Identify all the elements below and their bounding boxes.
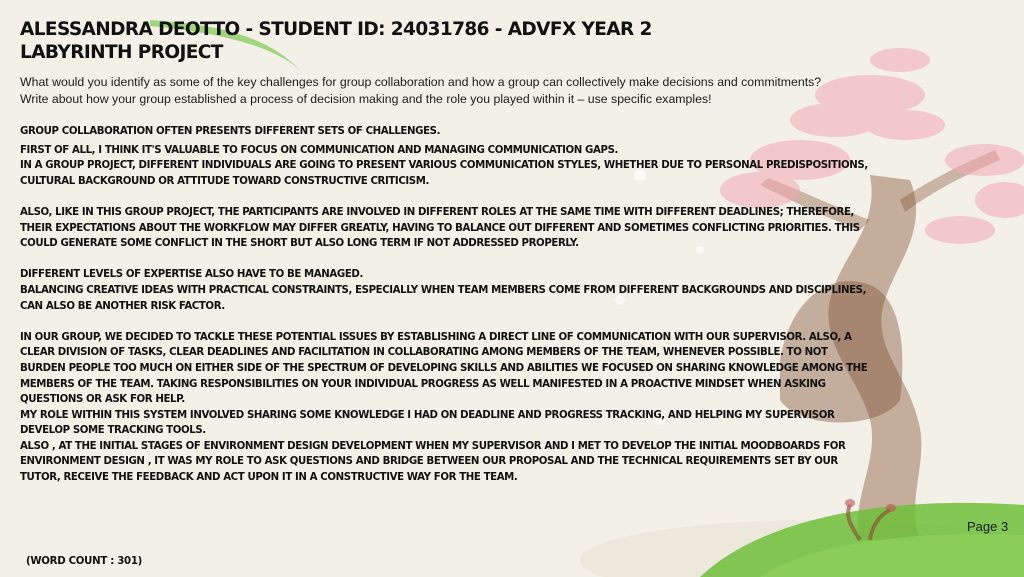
essay-line: MY ROLE WITHIN THIS SYSTEM INVOLVED SHARING SOME KNOWLEDGE I HAD ON DEADLINE AND PROGRESS TRACKING, AND HELPING MY SUPERVISOR: [20, 409, 835, 421]
page-title: [20, 18, 652, 64]
essay-line: [20, 314, 1024, 330]
question-line: Write about how your group established a process of decision making and the role you played within it – use specific examples!: [20, 92, 712, 106]
page-number: Page 3: [967, 519, 1009, 534]
title-line: ALESSANDRA DEOTTO - STUDENT ID: 24031786 - ADVFX YEAR 2: [20, 19, 652, 40]
essay-line: CULTURAL BACKGROUND OR ATTITUDE TOWARD CONSTRUCTIVE CRITICISM.: [20, 175, 429, 187]
essay-line: FIRST OF ALL, I THINK IT'S VALUABLE TO FOCUS ON COMMUNICATION AND MANAGING COMMUNICATION GAPS.: [20, 144, 618, 156]
essay-line: TUTOR, RECEIVE THE FEEDBACK AND ACT UPON IT IN A CONSTRUCTIVE WAY FOR THE TEAM.: [20, 472, 518, 484]
essay-line: DIFFERENT LEVELS OF EXPERTISE ALSO HAVE TO BE MANAGED.: [20, 269, 363, 281]
essay-line: BURDEN PEOPLE TOO MUCH ON EITHER SIDE OF THE SPECTRUM OF DEVELOPING SKILLS AND ABILITIES WE FOCUSED ON SHARING KNOWLEDGE AMONG THE: [20, 362, 868, 374]
essay-line: [20, 189, 1024, 205]
essay-line: THEIR EXPECTATIONS ABOUT THE WORKFLOW MAY DIFFER GREATLY, HAVING TO BALANCE OUT DIFFERENT AND SOMETIMES CONFLICTING PRIORITIES. THIS: [20, 222, 860, 234]
essay-line: [20, 252, 1024, 268]
essay-line: CLEAR DIVISION OF TASKS, CLEAR DEADLINES AND FACILITATION IN COLLABORATING AMONG MEMBERS OF THE TEAM, WHENEVER POSSIBLE. TO NOT: [20, 347, 828, 359]
essay-line: DEVELOP SOME TRACKING TOOLS.: [20, 425, 206, 437]
title-line: LABYRINTH PROJECT: [20, 42, 223, 63]
essay-line: IN A GROUP PROJECT, DIFFERENT INDIVIDUALS ARE GOING TO PRESENT VARIOUS COMMUNICATION STYLES, WHETHER DUE TO PERSONAL PREDISPOSITIONS,: [20, 160, 868, 172]
essay-line: ALSO, LIKE IN THIS GROUP PROJECT, THE PARTICIPANTS ARE INVOLVED IN DIFFERENT ROLES AT THE SAME TIME WITH DIFFERENT DEADLINES; THEREFORE,: [20, 206, 855, 218]
essay-line: ENVIRONMENT DESIGN , IT WAS MY ROLE TO ASK QUESTIONS AND BRIDGE BETWEEN OUR PROPOSAL AND THE TECHNICAL REQUIREMENTS SET BY OUR: [20, 456, 838, 468]
essay-line: MEMBERS OF THE TEAM. TAKING RESPONSIBILITIES ON YOUR INDIVIDUAL PROGRESS AS WELL MANIFESTED IN A PROACTIVE MINDSET WHEN ASKING: [20, 378, 826, 390]
essay-line: COULD GENERATE SOME CONFLICT IN THE SHORT BUT ALSO LONG TERM IF NOT ADDRESSED PROPERLY.: [20, 238, 579, 250]
essay-body: [20, 124, 1024, 486]
essay-line: BALANCING CREATIVE IDEAS WITH PRACTICAL CONSTRAINTS, ESPECIALLY WHEN TEAM MEMBERS COME FROM DIFFERENT BACKGROUNDS AND DISCIPLINES,: [20, 284, 867, 296]
essay-line: GROUP COLLABORATION OFTEN PRESENTS DIFFERENT SETS OF CHALLENGES.: [20, 126, 441, 137]
essay-line: IN OUR GROUP, WE DECIDED TO TACKLE THESE POTENTIAL ISSUES BY ESTABLISHING A DIRECT LINE OF COMMUNICATION WITH OUR SUPERVISOR. ALSO, A: [20, 331, 852, 343]
essay-line: CAN ALSO BE ANOTHER RISK FACTOR.: [20, 300, 225, 312]
essay-line: ALSO , AT THE INITIAL STAGES OF ENVIRONMENT DESIGN DEVELOPMENT WHEN MY SUPERVISOR AND I MET TO DEVELOP THE INITIAL MOODBOARDS FOR: [20, 440, 846, 452]
question-line: What would you identify as some of the key challenges for group collaboration and how a group can collectively make decisions and commitments?: [20, 75, 822, 89]
word-count: (WORD COUNT : 301): [26, 556, 142, 567]
assignment-questions: [20, 74, 821, 108]
essay-line: QUESTIONS OR ASK FOR HELP.: [20, 394, 185, 406]
